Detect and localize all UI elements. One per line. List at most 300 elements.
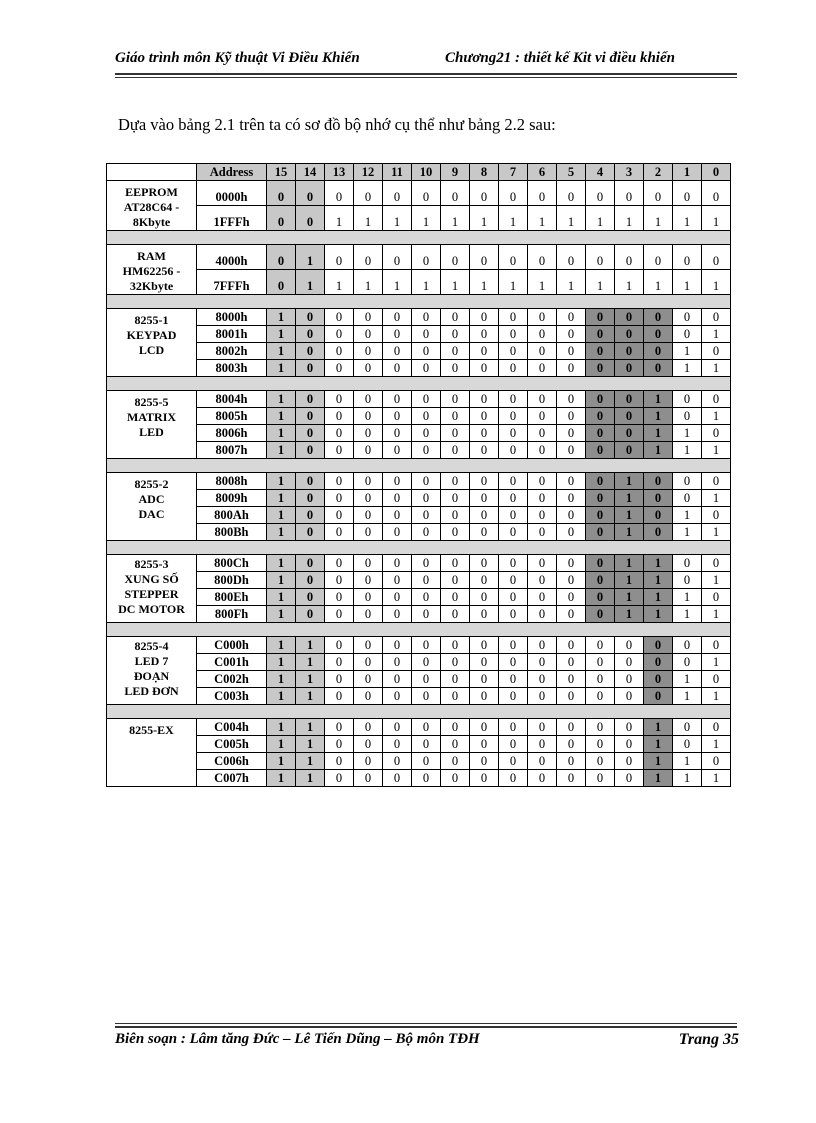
bit-cell: 0	[615, 360, 644, 377]
bit-cell: 0	[412, 442, 441, 459]
table-row	[107, 245, 731, 270]
bit-cell: 0	[383, 309, 412, 326]
bit-cell: 0	[412, 408, 441, 425]
bit-cell: 0	[499, 654, 528, 671]
bit-cell: 0	[383, 326, 412, 343]
bit-cell: 0	[586, 572, 615, 589]
bit-cell: 0	[499, 181, 528, 206]
bit-cell: 0	[441, 524, 470, 541]
bit-cell: 0	[644, 360, 673, 377]
bit-cell: 0	[702, 753, 731, 770]
bit-cell: 1	[673, 442, 702, 459]
bit-cell: 1	[702, 736, 731, 753]
bit-header: 11	[383, 164, 412, 181]
device-label	[107, 245, 197, 295]
bit-cell: 0	[644, 473, 673, 490]
bit-cell: 0	[528, 425, 557, 442]
bit-cell: 0	[470, 637, 499, 654]
bit-cell: 0	[267, 270, 296, 295]
bit-cell: 1	[267, 507, 296, 524]
bit-cell: 0	[673, 309, 702, 326]
address-cell: C004h	[197, 719, 267, 736]
bit-cell: 0	[644, 490, 673, 507]
bit-cell: 1	[702, 606, 731, 623]
bit-cell: 0	[586, 507, 615, 524]
device-label-line: 32Kbyte	[129, 279, 174, 293]
bit-cell: 0	[470, 654, 499, 671]
address-cell: 800Bh	[197, 524, 267, 541]
address-cell: 8005h	[197, 408, 267, 425]
device-label-line: 8Kbyte	[132, 215, 171, 229]
bit-cell: 0	[325, 572, 354, 589]
corner-cell	[107, 164, 197, 181]
bit-cell: 1	[644, 555, 673, 572]
bit-cell: 0	[586, 555, 615, 572]
table-row	[107, 343, 731, 360]
bit-cell: 1	[528, 206, 557, 231]
table-row	[107, 736, 731, 753]
bit-cell: 0	[412, 343, 441, 360]
bit-cell: 0	[412, 524, 441, 541]
bit-cell: 0	[441, 507, 470, 524]
address-cell: C002h	[197, 671, 267, 688]
bit-cell: 1	[673, 343, 702, 360]
bit-cell: 0	[557, 688, 586, 705]
bit-cell: 0	[470, 408, 499, 425]
bit-cell: 0	[557, 736, 586, 753]
table-row	[107, 524, 731, 541]
bit-cell: 0	[499, 555, 528, 572]
bit-cell: 0	[644, 654, 673, 671]
bit-cell: 1	[383, 206, 412, 231]
bit-cell: 0	[557, 309, 586, 326]
bit-cell: 0	[383, 637, 412, 654]
bit-cell: 1	[644, 206, 673, 231]
bit-cell: 0	[325, 408, 354, 425]
bit-cell: 0	[296, 181, 325, 206]
bit-cell: 0	[383, 688, 412, 705]
bit-cell: 0	[644, 326, 673, 343]
bit-cell: 0	[325, 309, 354, 326]
table-row	[107, 425, 731, 442]
device-label-line: 8255-2	[134, 477, 169, 491]
table-row	[107, 688, 731, 705]
address-cell: C006h	[197, 753, 267, 770]
bit-cell: 0	[673, 490, 702, 507]
bit-cell: 0	[441, 572, 470, 589]
group-separator	[107, 231, 731, 245]
bit-cell: 0	[354, 326, 383, 343]
bit-cell: 0	[673, 637, 702, 654]
address-cell: C005h	[197, 736, 267, 753]
bit-cell: 0	[557, 442, 586, 459]
bit-cell: 0	[499, 507, 528, 524]
bit-cell: 0	[644, 637, 673, 654]
bit-cell: 0	[499, 736, 528, 753]
bit-cell: 1	[499, 270, 528, 295]
bit-cell: 0	[557, 490, 586, 507]
bit-cell: 0	[557, 524, 586, 541]
bit-cell: 0	[528, 309, 557, 326]
bit-cell: 0	[499, 524, 528, 541]
bit-header: 9	[441, 164, 470, 181]
bit-cell: 0	[702, 555, 731, 572]
bit-cell: 0	[702, 391, 731, 408]
bit-cell: 0	[441, 736, 470, 753]
bit-cell: 0	[557, 391, 586, 408]
bit-cell: 0	[383, 360, 412, 377]
header-right-title: Chương21 : thiết kế Kit vi điều khiển	[445, 50, 675, 66]
table-row	[107, 753, 731, 770]
table-row	[107, 309, 731, 326]
bit-cell: 0	[470, 391, 499, 408]
bit-cell: 0	[383, 736, 412, 753]
bit-cell: 0	[615, 343, 644, 360]
address-cell: C001h	[197, 654, 267, 671]
bit-cell: 0	[615, 326, 644, 343]
bit-cell: 1	[325, 270, 354, 295]
page-number: Trang 35	[678, 1031, 739, 1048]
bit-cell: 0	[499, 671, 528, 688]
bit-cell: 0	[325, 181, 354, 206]
bit-cell: 1	[528, 270, 557, 295]
group-separator	[107, 459, 731, 473]
bit-cell: 0	[354, 753, 383, 770]
bit-cell: 0	[354, 770, 383, 787]
address-cell: 4000h	[197, 245, 267, 270]
bit-cell: 0	[557, 181, 586, 206]
bit-cell: 0	[325, 326, 354, 343]
device-label	[107, 309, 197, 377]
bit-cell: 0	[557, 589, 586, 606]
bit-cell: 0	[325, 688, 354, 705]
bit-cell: 0	[499, 637, 528, 654]
bit-cell: 0	[499, 753, 528, 770]
address-cell: 8001h	[197, 326, 267, 343]
bit-cell: 0	[441, 719, 470, 736]
bit-cell: 1	[673, 606, 702, 623]
bit-header: 6	[528, 164, 557, 181]
bit-cell: 0	[557, 572, 586, 589]
bit-cell: 0	[383, 719, 412, 736]
bit-cell: 0	[528, 326, 557, 343]
bit-cell: 0	[296, 524, 325, 541]
bit-cell: 0	[412, 719, 441, 736]
bit-cell: 0	[499, 408, 528, 425]
bit-cell: 0	[354, 490, 383, 507]
device-label-line: STEPPER	[124, 587, 179, 601]
bit-cell: 0	[615, 181, 644, 206]
bit-cell: 0	[354, 408, 383, 425]
bit-cell: 0	[441, 309, 470, 326]
bit-cell: 0	[644, 181, 673, 206]
bit-cell: 1	[702, 572, 731, 589]
address-cell: C007h	[197, 770, 267, 787]
bit-cell: 0	[354, 637, 383, 654]
bit-cell: 1	[615, 524, 644, 541]
address-cell: 8009h	[197, 490, 267, 507]
address-cell: 8007h	[197, 442, 267, 459]
bit-cell: 0	[644, 343, 673, 360]
bit-cell: 0	[557, 637, 586, 654]
bit-cell: 0	[267, 206, 296, 231]
bit-cell: 0	[615, 637, 644, 654]
bit-cell: 0	[586, 442, 615, 459]
bit-cell: 0	[325, 770, 354, 787]
bit-cell: 0	[528, 181, 557, 206]
bit-cell: 0	[296, 408, 325, 425]
device-label	[107, 555, 197, 623]
bit-cell: 0	[615, 753, 644, 770]
bit-cell: 1	[586, 206, 615, 231]
bit-cell: 1	[644, 719, 673, 736]
bit-cell: 0	[644, 309, 673, 326]
bit-cell: 0	[499, 606, 528, 623]
address-cell: C000h	[197, 637, 267, 654]
group-separator	[107, 377, 731, 391]
bit-cell: 0	[499, 770, 528, 787]
bit-cell: 0	[441, 360, 470, 377]
device-label-line: DC MOTOR	[118, 602, 185, 616]
device-label	[107, 391, 197, 459]
bit-cell: 0	[557, 606, 586, 623]
address-cell: 800Ah	[197, 507, 267, 524]
address-cell: 8000h	[197, 309, 267, 326]
bit-cell: 0	[441, 688, 470, 705]
bit-cell: 0	[354, 572, 383, 589]
bit-cell: 0	[383, 245, 412, 270]
bit-cell: 0	[702, 309, 731, 326]
bit-cell: 0	[528, 507, 557, 524]
bit-cell: 1	[702, 270, 731, 295]
device-label-line: 8255-EX	[129, 723, 174, 737]
table-row	[107, 572, 731, 589]
bit-cell: 0	[470, 309, 499, 326]
bit-cell: 0	[615, 442, 644, 459]
device-label	[107, 181, 197, 231]
bit-cell: 0	[441, 343, 470, 360]
bit-cell: 1	[673, 270, 702, 295]
bit-cell: 1	[644, 770, 673, 787]
table-row	[107, 206, 731, 231]
bit-cell: 0	[383, 442, 412, 459]
bit-cell: 0	[499, 326, 528, 343]
bit-cell: 0	[499, 490, 528, 507]
memory-map-table	[106, 163, 731, 787]
bit-cell: 0	[673, 181, 702, 206]
bit-cell: 1	[267, 719, 296, 736]
address-cell: 8002h	[197, 343, 267, 360]
bit-cell: 0	[673, 391, 702, 408]
bit-cell: 0	[499, 473, 528, 490]
table-row	[107, 606, 731, 623]
bit-cell: 1	[673, 206, 702, 231]
bit-cell: 0	[296, 343, 325, 360]
bit-cell: 0	[296, 555, 325, 572]
bit-cell: 1	[644, 572, 673, 589]
bit-cell: 0	[296, 425, 325, 442]
bit-cell: 0	[470, 524, 499, 541]
bit-cell: 0	[354, 391, 383, 408]
intro-paragraph: Dựa vào bảng 2.1 trên ta có sơ đồ bộ nhớ cụ thể như bảng 2.2 sau:	[118, 115, 556, 134]
table-header-row	[107, 164, 731, 181]
table-row	[107, 473, 731, 490]
device-label-line: 8255-3	[134, 557, 169, 571]
address-cell: 800Ch	[197, 555, 267, 572]
bit-cell: 0	[325, 637, 354, 654]
bit-cell: 0	[325, 589, 354, 606]
bit-cell: 0	[702, 589, 731, 606]
bit-cell: 1	[296, 770, 325, 787]
bit-cell: 0	[325, 654, 354, 671]
bit-cell: 0	[528, 736, 557, 753]
bit-cell: 0	[412, 770, 441, 787]
bit-cell: 1	[383, 270, 412, 295]
bit-cell: 0	[383, 490, 412, 507]
bit-cell: 1	[267, 654, 296, 671]
bit-cell: 0	[528, 637, 557, 654]
bit-cell: 1	[673, 425, 702, 442]
bit-cell: 0	[267, 245, 296, 270]
bit-cell: 0	[528, 473, 557, 490]
bit-cell: 1	[644, 425, 673, 442]
table-row	[107, 326, 731, 343]
bit-cell: 1	[499, 206, 528, 231]
bit-cell: 0	[354, 606, 383, 623]
bit-cell: 1	[267, 442, 296, 459]
bit-cell: 0	[470, 555, 499, 572]
bit-cell: 0	[325, 753, 354, 770]
bit-cell: 0	[325, 507, 354, 524]
bit-cell: 0	[296, 490, 325, 507]
bit-cell: 0	[702, 507, 731, 524]
bit-cell: 0	[441, 391, 470, 408]
bit-cell: 0	[412, 688, 441, 705]
bit-cell: 1	[673, 671, 702, 688]
bit-cell: 0	[644, 671, 673, 688]
bit-cell: 0	[325, 490, 354, 507]
bit-cell: 1	[267, 473, 296, 490]
bit-cell: 0	[354, 555, 383, 572]
bit-cell: 0	[354, 688, 383, 705]
bit-cell: 1	[267, 326, 296, 343]
bit-cell: 0	[354, 507, 383, 524]
bit-cell: 0	[586, 654, 615, 671]
bit-cell: 0	[557, 343, 586, 360]
address-cell: 8003h	[197, 360, 267, 377]
bit-cell: 0	[586, 688, 615, 705]
bit-cell: 0	[354, 309, 383, 326]
bit-cell: 1	[557, 206, 586, 231]
bit-cell: 1	[325, 206, 354, 231]
bit-cell: 1	[296, 671, 325, 688]
group-separator	[107, 295, 731, 309]
bit-cell: 0	[412, 753, 441, 770]
table-row	[107, 270, 731, 295]
bit-cell: 1	[615, 206, 644, 231]
device-label-line: EEPROM	[125, 185, 178, 199]
table-row	[107, 360, 731, 377]
bit-cell: 0	[557, 654, 586, 671]
bit-cell: 1	[615, 572, 644, 589]
bit-cell: 0	[499, 309, 528, 326]
bit-cell: 1	[267, 425, 296, 442]
bit-cell: 0	[673, 408, 702, 425]
bit-cell: 0	[470, 507, 499, 524]
bit-cell: 0	[499, 245, 528, 270]
bit-cell: 0	[586, 637, 615, 654]
bit-cell: 1	[702, 490, 731, 507]
bit-cell: 1	[644, 736, 673, 753]
footer-rule	[115, 1026, 737, 1028]
bit-cell: 0	[557, 719, 586, 736]
bit-cell: 1	[702, 442, 731, 459]
bit-cell: 1	[644, 408, 673, 425]
bit-cell: 1	[615, 589, 644, 606]
bit-cell: 0	[586, 360, 615, 377]
bit-cell: 1	[702, 688, 731, 705]
bit-cell: 1	[267, 572, 296, 589]
bit-cell: 0	[441, 770, 470, 787]
bit-cell: 1	[673, 770, 702, 787]
bit-cell: 0	[412, 671, 441, 688]
table-row	[107, 555, 731, 572]
device-label-line: 8255-1	[134, 313, 169, 327]
separator-cell	[107, 541, 731, 555]
bit-cell: 1	[470, 206, 499, 231]
bit-cell: 0	[528, 770, 557, 787]
bit-cell: 1	[470, 270, 499, 295]
bit-cell: 1	[267, 391, 296, 408]
bit-cell: 0	[441, 753, 470, 770]
bit-header: 8	[470, 164, 499, 181]
footer-rule-thin	[115, 1023, 737, 1024]
bit-cell: 0	[557, 425, 586, 442]
bit-header: 1	[673, 164, 702, 181]
bit-header: 3	[615, 164, 644, 181]
bit-cell: 0	[296, 206, 325, 231]
bit-cell: 0	[354, 473, 383, 490]
bit-cell: 0	[499, 343, 528, 360]
bit-cell: 1	[267, 688, 296, 705]
bit-cell: 1	[557, 270, 586, 295]
bit-cell: 0	[441, 637, 470, 654]
bit-cell: 0	[586, 753, 615, 770]
bit-cell: 0	[702, 343, 731, 360]
bit-cell: 1	[702, 360, 731, 377]
table-row	[107, 391, 731, 408]
bit-cell: 0	[528, 606, 557, 623]
bit-cell: 0	[557, 408, 586, 425]
device-label-line: AT28C64 -	[123, 200, 180, 214]
bit-cell: 0	[383, 391, 412, 408]
bit-cell: 0	[615, 770, 644, 787]
bit-header: 12	[354, 164, 383, 181]
bit-cell: 0	[412, 309, 441, 326]
bit-cell: 0	[586, 671, 615, 688]
address-cell: C003h	[197, 688, 267, 705]
memory-map-body	[107, 164, 731, 787]
bit-cell: 0	[499, 572, 528, 589]
bit-cell: 0	[325, 736, 354, 753]
bit-cell: 0	[470, 245, 499, 270]
bit-cell: 1	[644, 589, 673, 606]
bit-cell: 0	[644, 524, 673, 541]
bit-cell: 0	[441, 181, 470, 206]
bit-cell: 0	[702, 719, 731, 736]
bit-cell: 1	[441, 270, 470, 295]
bit-cell: 1	[702, 770, 731, 787]
